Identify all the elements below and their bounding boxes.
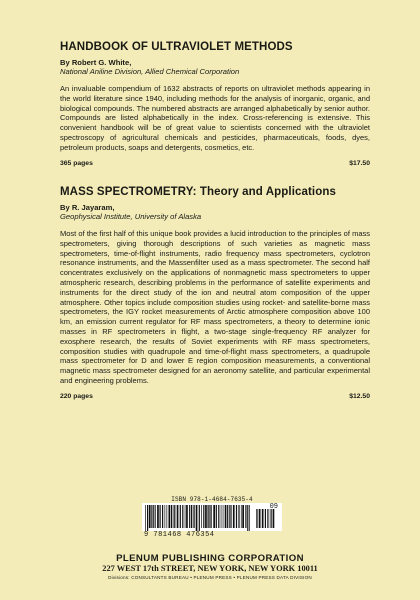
barcode-bar [147,505,148,531]
barcode-number [142,531,282,539]
barcode-bar [173,505,174,528]
barcode-bar [216,505,217,528]
barcode-bar [257,509,258,528]
book-title: MASS SPECTROMETRY: Theory and Applications [60,186,336,199]
barcode-bar [167,505,168,528]
barcode-bar [267,509,268,528]
barcode-bar [186,505,188,528]
barcode-bar [218,505,219,528]
barcode-bar [249,505,250,531]
publisher-footer [40,553,380,581]
barcode-bar [271,509,272,528]
barcode-bar [233,505,235,528]
book-price: $12.50 [349,393,370,401]
book-list [60,40,370,401]
barcode-bar [196,505,198,531]
barcode-bar [191,505,192,528]
barcode-bar [242,505,244,528]
barcode-bar [205,505,207,528]
barcode-bar [193,505,194,528]
book-entry-ultraviolet [60,40,370,168]
barcode-box [142,503,282,531]
barcode-bar [247,505,248,531]
isbn-label: ISBN 978-1-4684-7635-4 [171,496,253,503]
barcode-bar [208,505,209,528]
barcode-addon-bars-icon [255,509,277,531]
book-abstract: An invaluable compendium of 1632 abstracts of reports on ultraviolet methods appearing in the world literature since 1940, including methods for the analysis of inorganic, organic, and biological compounds. The numbered abstracts are arranged alphabetically by senior author. Compounds are listed alphabetically in the index. Cross-referencing is extensive. This convenient handbook will be of great value to scientists concerned with the ultraviolet spectroscopy of agricultural chemicals and pesticides, pharmaceuticals, foods, dyes, petroleum products, soaps and detergents, cosmetics, etc. [60,84,370,152]
barcode-bar [262,509,264,528]
barcode-bar [182,505,183,528]
barcode-bar [153,505,154,528]
barcode-bar [149,505,151,528]
barcode-bar [265,509,266,528]
barcode-bar [238,505,239,528]
barcode-bar [236,505,237,528]
barcode-bar [185,505,186,528]
barcode-bar [169,505,171,528]
barcode-bar [270,509,271,528]
barcode-bars-icon [144,505,252,531]
barcode-bar [230,505,231,528]
barcode-bar [227,505,228,528]
barcode-bar [157,505,159,528]
barcode-bar [155,505,156,528]
book-price: $17.50 [349,160,370,168]
barcode-bar [177,505,179,528]
barcode-bar [171,505,172,528]
barcode-bar [201,505,202,528]
barcode-bar [256,509,257,528]
barcode-bar [160,505,161,528]
barcode-bar [203,505,204,528]
barcode-bar [209,505,210,528]
barcode-bar [273,509,275,528]
book-pages: 220 pages [60,393,93,401]
barcode-bar [145,505,146,531]
barcode-bar [194,505,195,528]
barcode-digits: 9 781468 476354 [144,531,215,539]
barcode-bar [189,505,190,528]
book-title: HANDBOOK OF ULTRAVIOLET METHODS [60,41,293,53]
barcode-bar [151,505,152,528]
barcode-bar [259,509,261,528]
barcode-bar [223,505,224,528]
barcode-bar [241,505,242,528]
barcode-bar [199,505,200,531]
barcode-bar [245,505,246,528]
publisher-address: 227 WEST 17th STREET, NEW YORK, NEW YORK 10011 [102,564,318,573]
barcode-bar [229,505,230,528]
barcode-bar [213,505,215,528]
book-meta-row [60,160,370,168]
publisher-name: PLENUM PUBLISHING CORPORATION [116,553,304,564]
barcode-bar [211,505,212,528]
barcode-bar [225,505,227,528]
isbn-barcode [142,496,282,539]
barcode-bar [162,505,163,528]
book-affiliation: Geophysical Institute, University of Alaska [60,212,202,222]
book-author: By R. Jayaram, [60,203,115,213]
publisher-divisions: Divisions: CONSULTANTS BUREAU • PLENUM PRESS • PLENUM PRESS DATA DIVISION [108,575,312,580]
barcode-bar [180,505,181,528]
book-author: By Robert G. White, [60,58,132,67]
book-affiliation: National Aniline Division, Allied Chemical Corporation [60,67,240,76]
book-pages: 365 pages [60,160,93,168]
barcode-bar [165,505,166,528]
barcode-bar [174,505,175,528]
book-abstract: Most of the first half of this unique book provides a lucid introduction to the principles of mass spectrometers, giving thorough descriptions of such varieties as magnetic mass spectrometers, time-of-flight instruments, radio frequency mass spectrometers, cyclotron resonance instruments, and the Massenfilter used as a mass spectrometer. The second half concentrates exclusively on the applications of nonmagnetic mass spectrometers to upper atmospheric research, describing problems in the performance of satellite experiments and instruments for the direct study of the ion and neutral atom composition of the upper atmosphere. Other topics include composition studies using rocket- and satellite-borne mass spectrometers, the IGY rocket measurements of Arctic atmosphere composition above 100 km, an emission current regulator for RF mass spectrometers, a theory to determine ionic masses in RF spectrometers in flight, a two-stage single-frequency RF analyzer for exosphere research, the results of Soviet experiments with RF mass spectrometers, composition studies with quadrupole and time-of-flight mass spectrometers, a quadrupole mass spectrometer for D and lower E region composition measurements, a conventional magnetic mass spectrometer designed for an aeronomy satellite, and particular experimental and engineering problems. [60,229,370,386]
book-entry-mass-spectrometry [60,185,370,401]
barcode-bar [221,505,222,528]
barcode-addon-digits: 09 [269,503,278,511]
book-meta-row [60,393,370,401]
